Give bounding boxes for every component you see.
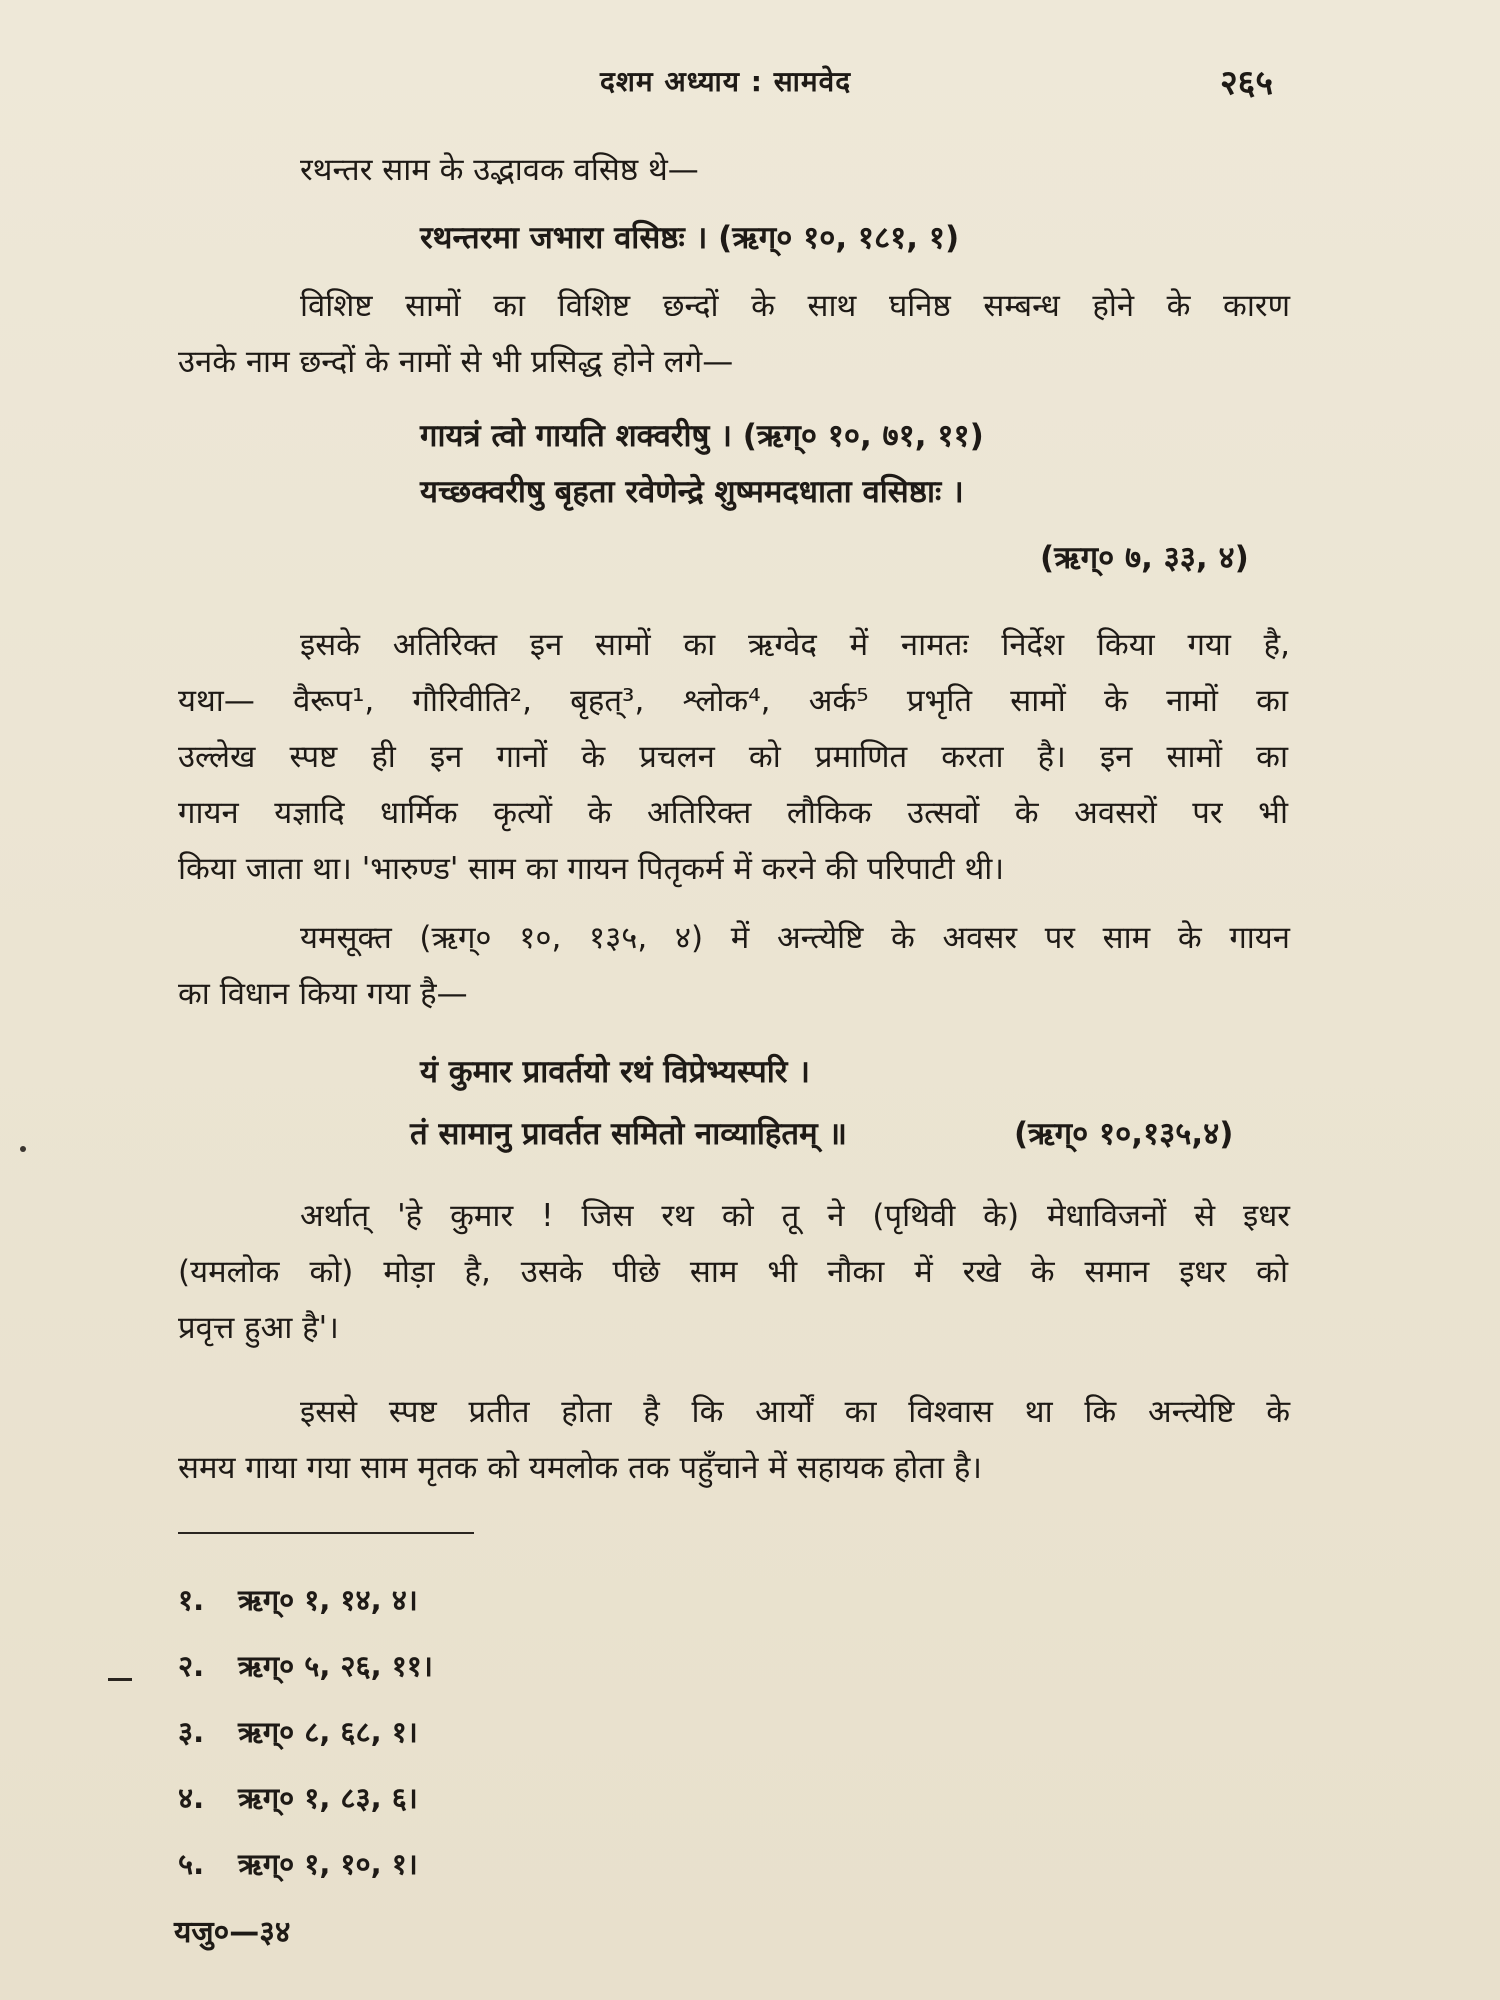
- quote-reference: (ऋग्० १०,१३५,४): [1014, 1116, 1234, 1152]
- running-header: [0, 62, 1500, 102]
- footnote-item: ५. ऋग्० १, १०, १।: [178, 1847, 418, 1881]
- footnote-divider: [178, 1532, 474, 1534]
- paragraph-intro: रथन्तर साम के उद्भावक वसिष्ठ थे—: [300, 152, 699, 188]
- paragraph-5-line: (यमलोक को) मोड़ा है, उसके पीछे साम भी नौका में रखे के समान इधर को: [178, 1254, 1288, 1290]
- quote-reference: (ऋग्० ७, ३३, ४): [1040, 540, 1249, 576]
- paragraph-6-line: इससे स्पष्ट प्रतीत होता है कि आर्यों का विश्वास था कि अन्त्येष्टि के: [300, 1394, 1290, 1430]
- chapter-title: दशम अध्याय : सामवेद: [600, 65, 852, 98]
- paragraph-5-line: प्रवृत्त हुआ है'।: [178, 1310, 339, 1346]
- paragraph-6-line: समय गाया गया साम मृतक को यमलोक तक पहुँचाने में सहायक होता है।: [178, 1450, 983, 1486]
- paragraph-3-line: उल्लेख स्पष्ट ही इन गानों के प्रचलन को प्रमाणित करता है। इन सामों का: [178, 739, 1288, 775]
- paragraph-3-line: गायन यज्ञादि धार्मिक कृत्यों के अतिरिक्त लौकिक उत्सवों के अवसरों पर भी: [178, 795, 1288, 831]
- paragraph-2-line: उनके नाम छन्दों के नामों से भी प्रसिद्ध होने लगे—: [178, 344, 734, 380]
- footnote-item: ४. ऋग्० १, ८३, ६।: [178, 1781, 418, 1815]
- pen-mark: [108, 1678, 132, 1681]
- paragraph-4-line: का विधान किया गया है—: [178, 976, 468, 1012]
- footnote-item: १. ऋग्० १, १४, ४।: [178, 1583, 418, 1617]
- paragraph-3-line: किया जाता था। 'भारुण्ड' साम का गायन पितृकर्म में करने की परिपाटी थी।: [178, 851, 1005, 887]
- quote-rigveda-1: रथन्तरमा जभारा वसिष्ठः । (ऋग्० १०, १८१, १): [420, 220, 960, 256]
- paragraph-5-line: अर्थात् 'हे कुमार ! जिस रथ को तू ने (पृथिवी के) मेधाविजनों से इधर: [300, 1198, 1290, 1234]
- page-number: २६५: [1220, 63, 1274, 103]
- quote-rigveda-2: गायत्रं त्वो गायति शक्वरीषु । (ऋग्० १०, ७१, ११): [420, 418, 984, 454]
- paragraph-4-line: यमसूक्त (ऋग्० १०, १३५, ४) में अन्त्येष्टि के अवसर पर साम के गायन: [300, 920, 1290, 956]
- quote-rigveda-2: यच्छक्वरीषु बृहता रवेणेन्द्रे शुष्ममदधाता वसिष्ठाः ।: [420, 474, 964, 510]
- footnote-item: २. ऋग्० ५, २६, ११।: [178, 1649, 433, 1683]
- paragraph-3-line: यथा— वैरूप¹, गौरिवीति², बृहत्³, श्लोक⁴, अर्क⁵ प्रभृति सामों के नामों का: [178, 683, 1288, 719]
- footnote-item: ३. ऋग्० ८, ६८, १।: [178, 1715, 418, 1749]
- paragraph-3-line: इसके अतिरिक्त इन सामों का ऋग्वेद में नामतः निर्देश किया गया है,: [300, 627, 1290, 663]
- quote-verse: तं सामानु प्रावर्तत समितो नाव्याहितम् ॥: [410, 1116, 847, 1152]
- ink-speck: [20, 1146, 26, 1152]
- quote-verse: यं कुमार प्रावर्तयो रथं विप्रेभ्यस्परि ।: [420, 1054, 810, 1090]
- paragraph-2-line: विशिष्ट सामों का विशिष्ट छन्दों के साथ घनिष्ठ सम्बन्ध होने के कारण: [300, 288, 1290, 324]
- printer-signature: यजु०—३४: [174, 1915, 291, 1950]
